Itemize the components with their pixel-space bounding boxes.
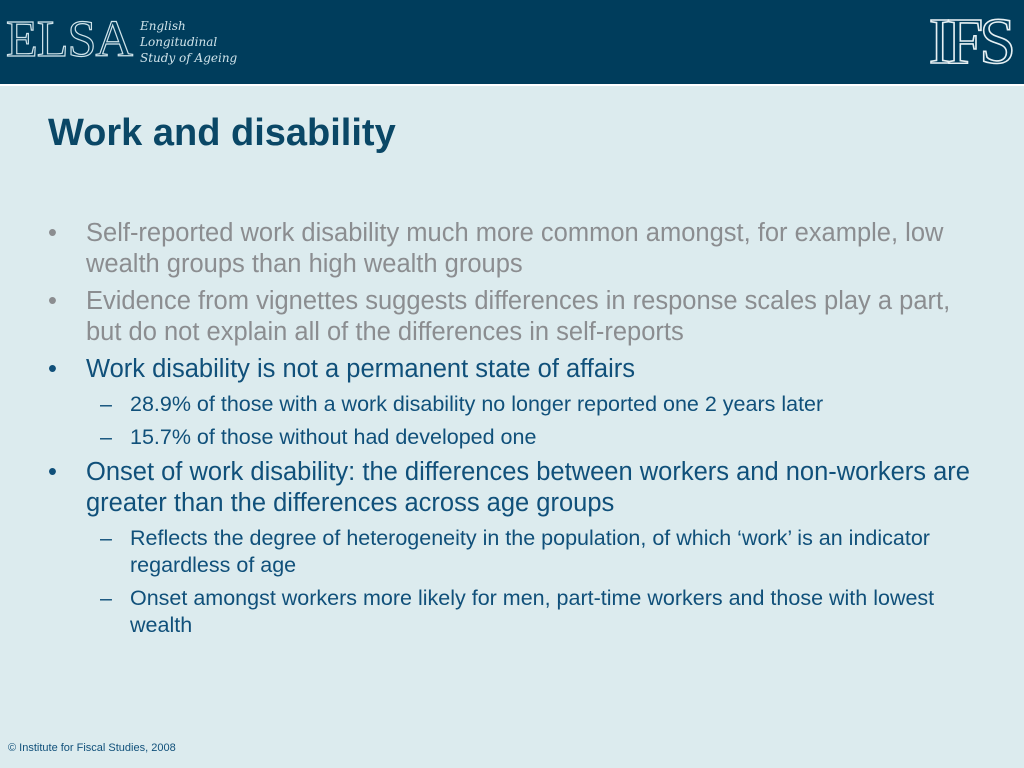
sub-bullet-text: 15.7% of those without had developed one <box>130 425 537 449</box>
sub-bullet-item <box>48 585 978 639</box>
bullet-item <box>48 354 978 385</box>
elsa-subtitle-line: Longitudinal <box>140 35 218 49</box>
bullet-text: Self-reported work disability much more common amongst, for example, low wealth groups than high wealth groups <box>86 219 944 278</box>
sub-bullet-item <box>48 391 978 418</box>
elsa-logo-letters: ELSA <box>6 11 132 68</box>
elsa-subtitle-line: Study of Ageing <box>140 51 238 65</box>
sub-bullet-text: Onset amongst workers more likely for men, part-time workers and those with lowest wealth <box>130 586 935 637</box>
bullet-marker: • <box>48 355 57 383</box>
header-bar <box>0 0 1024 86</box>
elsa-logo <box>6 11 238 68</box>
ifs-logo: IFS <box>928 5 1012 78</box>
bullet-list <box>48 218 978 645</box>
bullet-item <box>48 286 978 348</box>
dash-marker: – <box>100 526 112 550</box>
bullet-marker: • <box>48 458 57 486</box>
bullet-item <box>48 218 978 280</box>
bullet-text: Onset of work disability: the differences between workers and non-workers are greater than the differences across age groups <box>86 458 970 517</box>
bullet-text: Evidence from vignettes suggests differences in response scales play a part, but do not explain all of the differences in self-reports <box>86 287 951 346</box>
sub-bullet-text: Reflects the degree of heterogeneity in the population, of which ‘work’ is an indicator regardless of age <box>130 526 930 577</box>
elsa-logo-subtitle <box>140 18 237 66</box>
elsa-subtitle-line: English <box>140 19 186 33</box>
dash-marker: – <box>100 425 112 449</box>
sub-bullet-item <box>48 424 978 451</box>
slide-title: Work and disability <box>48 112 396 154</box>
copyright-footer: © Institute for Fiscal Studies, 2008 <box>8 742 176 754</box>
sub-bullet-item <box>48 525 978 579</box>
bullet-item <box>48 457 978 519</box>
bullet-marker: • <box>48 219 57 247</box>
bullet-marker: • <box>48 287 57 315</box>
dash-marker: – <box>100 586 112 610</box>
sub-bullet-text: 28.9% of those with a work disability no longer reported one 2 years later <box>130 392 824 416</box>
dash-marker: – <box>100 392 112 416</box>
bullet-text: Work disability is not a permanent state of affairs <box>86 355 635 383</box>
